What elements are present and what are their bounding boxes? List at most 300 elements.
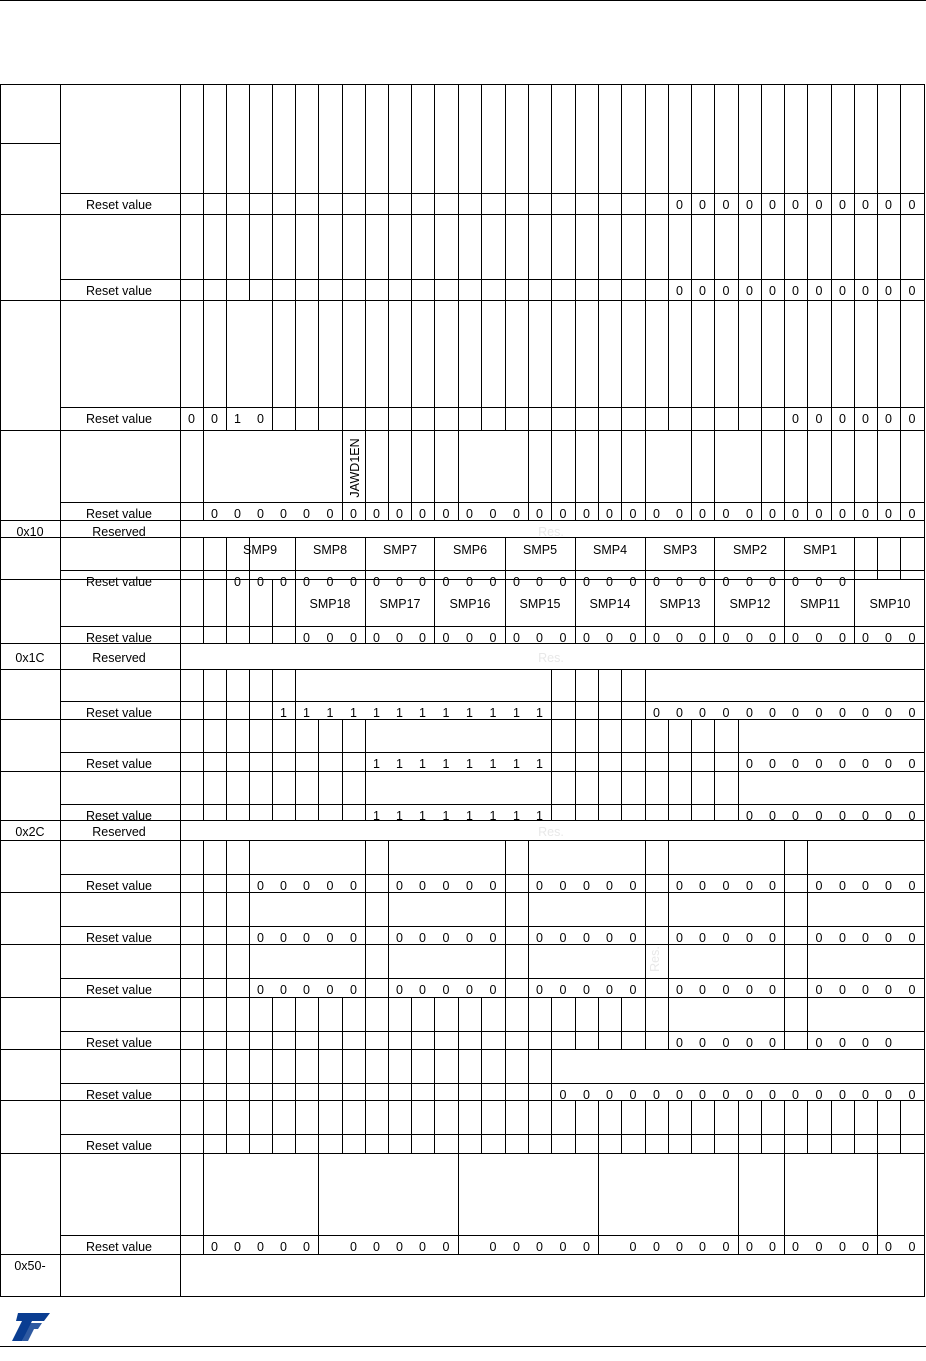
grid-line-v — [854, 430, 855, 521]
reset-bit-value: 0 — [722, 1036, 730, 1050]
reset-bit-value: 0 — [559, 983, 567, 997]
grid-line-h — [60, 1134, 925, 1135]
reset-bit-value: 0 — [769, 284, 776, 298]
reset-bit-value: 1 — [396, 757, 403, 771]
offset-0x10: 0x10 — [16, 525, 44, 539]
reset-bit-value: 0 — [583, 879, 590, 893]
reset-bit-value: 0 — [792, 412, 799, 426]
reset-bit-value: 0 — [746, 284, 753, 298]
grid-line-v — [831, 84, 832, 215]
reset-bit-value: 0 — [257, 879, 264, 893]
smp-field-label: SMP16 — [449, 597, 491, 611]
st-logo-icon — [8, 1311, 52, 1343]
reserved-label-0x1c: Reserved — [92, 651, 146, 665]
reset-bit-value: 0 — [629, 983, 637, 997]
grid-line-v — [249, 1100, 250, 1154]
reset-bit-value: 0 — [606, 631, 613, 645]
grid-line-h — [0, 669, 925, 670]
reset-bit-value: 0 — [908, 879, 916, 893]
grid-line-v — [761, 1100, 762, 1154]
reset-bit-value: 0 — [792, 757, 799, 771]
grid-line-h — [0, 300, 925, 301]
grid-line-v — [388, 214, 389, 301]
grid-line-v — [877, 1100, 878, 1154]
reset-bit-value: 0 — [653, 631, 660, 645]
grid-line-v — [598, 300, 599, 431]
grid-line-v — [434, 214, 435, 301]
reset-bit-value: 0 — [792, 198, 799, 212]
reset-bit-value: 0 — [350, 931, 357, 945]
reset-value-label: Reset value — [85, 575, 153, 589]
grid-line-h — [60, 626, 925, 627]
reset-bit-value: 0 — [373, 507, 380, 521]
grid-line-h — [60, 1083, 925, 1084]
grid-line-v — [272, 1100, 273, 1154]
grid-line-v — [295, 300, 296, 431]
grid-line-h — [60, 874, 925, 875]
reset-bit-value: 0 — [746, 757, 753, 771]
reset-bit-value: 0 — [769, 1036, 776, 1050]
reset-bit-value: 0 — [442, 1240, 450, 1254]
grid-line-v — [598, 214, 599, 301]
reset-bit-value: 0 — [815, 1036, 823, 1050]
grid-line-v — [226, 771, 227, 821]
reset-bit-value: 0 — [326, 507, 334, 521]
grid-line-v — [318, 214, 319, 301]
grid-line-v — [668, 214, 669, 301]
smp-field-label: SMP18 — [309, 597, 351, 611]
reset-bit-value: 0 — [396, 575, 403, 589]
grid-line-v — [505, 997, 506, 1050]
grid-line-v — [877, 537, 878, 580]
reset-value-label: Reset value — [85, 507, 153, 521]
grid-line-v — [272, 84, 273, 215]
grid-line-v — [458, 300, 459, 431]
reset-bit-value: 0 — [815, 631, 823, 645]
reset-bit-value: 0 — [815, 198, 823, 212]
grid-line-v — [226, 840, 227, 893]
reset-bit-value: 0 — [466, 983, 473, 997]
smp-field-label: SMP8 — [312, 543, 348, 557]
reset-bit-value: 0 — [606, 983, 613, 997]
grid-line-v — [180, 84, 181, 1297]
reset-bit-value: 0 — [769, 809, 776, 823]
reset-bit-value: 0 — [722, 284, 730, 298]
reset-bit-value: 1 — [373, 809, 380, 823]
grid-line-v — [900, 430, 901, 521]
grid-line-v — [621, 84, 622, 215]
smp-field-label: SMP3 — [662, 543, 698, 557]
reset-value-label: Reset value — [85, 879, 153, 893]
reset-bit-value: 0 — [839, 198, 846, 212]
grid-line-v — [528, 1049, 529, 1101]
grid-line-v — [388, 84, 389, 215]
grid-line-v — [203, 537, 204, 580]
grid-line-v — [598, 84, 599, 215]
reset-bit-value: 0 — [303, 879, 310, 893]
grid-line-v — [784, 997, 785, 1050]
reset-bit-value: 0 — [908, 1088, 916, 1102]
grid-line-v — [249, 997, 250, 1050]
reset-bit-value: 0 — [769, 507, 776, 521]
reset-bit-value: 1 — [536, 706, 543, 720]
reset-bit-value: 0 — [606, 507, 613, 521]
grid-line-v — [551, 1049, 552, 1101]
reset-bit-value: 0 — [815, 507, 823, 521]
reset-bit-value: 1 — [513, 757, 520, 771]
grid-line-v — [318, 300, 319, 431]
grid-line-v — [295, 719, 296, 772]
grid-line-v — [226, 537, 227, 580]
reset-bit-value: 0 — [862, 631, 869, 645]
reset-bit-value: 1 — [373, 706, 380, 720]
reset-bit-value: 0 — [559, 507, 567, 521]
grid-line-v — [388, 840, 389, 893]
reset-bit-value: 0 — [559, 931, 567, 945]
reset-bit-value: 0 — [885, 198, 892, 212]
grid-line-v — [761, 214, 762, 301]
grid-line-v — [854, 214, 855, 301]
grid-line-v — [203, 840, 204, 893]
reset-bit-value: 0 — [676, 507, 683, 521]
reset-bit-value: 0 — [769, 931, 776, 945]
reset-bit-value: 1 — [326, 706, 334, 720]
grid-line-v — [807, 214, 808, 301]
reset-bit-value: 0 — [699, 631, 706, 645]
grid-line-h — [0, 1296, 925, 1297]
grid-line-v — [807, 892, 808, 945]
reset-bit-value: 0 — [722, 983, 730, 997]
reset-bit-value: 0 — [908, 809, 916, 823]
reset-bit-value: 0 — [280, 1240, 287, 1254]
reset-bit-value: 0 — [466, 879, 473, 893]
reset-bit-value: 0 — [839, 507, 846, 521]
reset-bit-value: 0 — [583, 631, 590, 645]
reset-bit-value: 0 — [722, 706, 730, 720]
grid-line-v — [342, 84, 343, 215]
grid-line-v — [249, 84, 250, 215]
grid-line-v — [551, 997, 552, 1050]
reset-bit-value: 1 — [513, 809, 520, 823]
grid-line-v — [668, 719, 669, 772]
grid-line-v — [458, 1049, 459, 1101]
reset-bit-value: 0 — [746, 809, 753, 823]
smp-field-label: SMP17 — [379, 597, 421, 611]
grid-line-v — [668, 771, 669, 821]
reset-bit-value: 0 — [699, 983, 706, 997]
grid-line-v — [714, 719, 715, 772]
grid-line-v — [877, 1153, 878, 1255]
reset-bit-value: 0 — [862, 879, 869, 893]
grid-line-v — [481, 1100, 482, 1154]
grid-line-h — [60, 701, 925, 702]
grid-line-v — [528, 997, 529, 1050]
reset-bit-value: 0 — [303, 1240, 310, 1254]
grid-line-v — [575, 771, 576, 821]
reset-bit-value: 0 — [839, 575, 846, 589]
grid-line-v — [575, 1100, 576, 1154]
reset-bit-value: 0 — [885, 507, 892, 521]
reset-bit-value: 0 — [583, 575, 590, 589]
reset-bit-value: 1 — [373, 757, 380, 771]
reset-bit-value: 0 — [908, 1240, 916, 1254]
reset-bit-value: 0 — [769, 983, 776, 997]
grid-line-v — [458, 1153, 459, 1255]
reset-bit-value: 0 — [234, 1240, 241, 1254]
grid-line-v — [575, 997, 576, 1050]
grid-line-v — [365, 300, 366, 431]
grid-line-v — [226, 214, 227, 301]
grid-line-v — [411, 300, 412, 431]
grid-line-h — [60, 978, 925, 979]
reset-bit-value: 0 — [280, 575, 287, 589]
reset-bit-value: 0 — [442, 879, 450, 893]
grid-line-v — [249, 892, 250, 945]
reset-bit-value: 0 — [419, 575, 426, 589]
reset-bit-value: 0 — [326, 931, 334, 945]
grid-line-v — [738, 84, 739, 215]
grid-line-v — [458, 84, 459, 215]
grid-line-v — [272, 1049, 273, 1101]
reset-bit-value: 0 — [350, 1240, 357, 1254]
reset-bit-value: 0 — [257, 575, 264, 589]
reset-bit-value: 0 — [815, 706, 823, 720]
grid-line-v — [365, 579, 366, 644]
reset-bit-value: 0 — [559, 631, 567, 645]
grid-line-v — [668, 997, 669, 1050]
grid-line-v — [365, 84, 366, 215]
grid-line-v — [714, 537, 715, 580]
reset-bit-value: 0 — [257, 931, 264, 945]
grid-line-v — [854, 537, 855, 580]
reset-bit-value: 0 — [885, 757, 892, 771]
reset-bit-value: 1 — [442, 706, 450, 720]
reset-bit-value: 0 — [792, 1240, 799, 1254]
reset-bit-value: 0 — [606, 1088, 613, 1102]
grid-line-v — [831, 1100, 832, 1154]
grid-line-v — [784, 944, 785, 998]
offset-0x50: 0x50- — [14, 1259, 46, 1273]
grid-line-v — [458, 430, 459, 521]
reset-bit-value: 0 — [746, 983, 753, 997]
grid-line-v — [924, 84, 925, 1297]
grid-line-v — [481, 214, 482, 301]
grid-line-v — [761, 300, 762, 431]
reset-bit-value: 0 — [885, 412, 892, 426]
grid-line-v — [318, 1153, 319, 1255]
reset-bit-value: 1 — [280, 706, 287, 720]
grid-line-v — [249, 1049, 250, 1101]
reset-bit-value: 0 — [396, 931, 403, 945]
reset-value-label: Reset value — [85, 931, 153, 945]
grid-line-v — [388, 300, 389, 431]
reset-bit-value: 0 — [699, 1036, 706, 1050]
reset-bit-value: 0 — [559, 1088, 567, 1102]
grid-line-v — [598, 997, 599, 1050]
grid-line-v — [226, 997, 227, 1050]
grid-line-v — [575, 84, 576, 215]
grid-line-v — [714, 1100, 715, 1154]
grid-line-v — [295, 1049, 296, 1101]
grid-line-v — [272, 997, 273, 1050]
reset-bit-value: 0 — [908, 757, 916, 771]
reset-bit-value: 1 — [419, 809, 426, 823]
grid-line-v — [551, 430, 552, 521]
grid-line-v — [342, 214, 343, 301]
grid-line-v — [854, 84, 855, 215]
reset-bit-value: 0 — [792, 809, 799, 823]
grid-line-h — [60, 502, 925, 503]
reset-bit-value: 1 — [466, 809, 473, 823]
reset-bit-value: 0 — [583, 507, 590, 521]
reset-bit-value: 0 — [350, 983, 357, 997]
reset-bit-value: 0 — [419, 1240, 426, 1254]
reset-bit-value: 0 — [908, 284, 916, 298]
reset-bit-value: 0 — [396, 631, 403, 645]
reset-bit-value: 0 — [815, 575, 823, 589]
reset-bit-value: 0 — [536, 631, 543, 645]
reset-bit-value: 0 — [489, 879, 497, 893]
grid-line-v — [295, 214, 296, 301]
reset-bit-value: 0 — [839, 1240, 846, 1254]
grid-line-h — [60, 926, 925, 927]
reset-bit-value: 0 — [442, 507, 450, 521]
reset-bit-value: 0 — [862, 931, 869, 945]
grid-line-v — [505, 300, 506, 431]
reset-bit-value: 0 — [373, 631, 380, 645]
reset-bit-value: 0 — [676, 198, 683, 212]
grid-line-h — [0, 1153, 925, 1154]
reset-bit-value: 1 — [536, 757, 543, 771]
register-map-table — [0, 84, 926, 1297]
reset-bit-value: 0 — [769, 631, 776, 645]
reset-bit-value: 0 — [466, 931, 473, 945]
page-top-rule — [0, 0, 926, 1]
reset-bit-value: 0 — [676, 284, 683, 298]
grid-line-v — [738, 1100, 739, 1154]
reset-bit-value: 0 — [885, 1088, 892, 1102]
reset-bit-value: 0 — [862, 983, 869, 997]
grid-line-v — [411, 214, 412, 301]
reset-bit-value: 0 — [350, 507, 357, 521]
grid-line-v — [528, 430, 529, 521]
reset-bit-value: 0 — [629, 507, 637, 521]
reset-bit-value: 0 — [908, 931, 916, 945]
grid-line-v — [621, 430, 622, 521]
reset-bit-value: 0 — [676, 983, 683, 997]
reset-bit-value: 0 — [815, 931, 823, 945]
reset-bit-value: 0 — [699, 706, 706, 720]
grid-line-h — [60, 752, 925, 753]
grid-line-v — [738, 1153, 739, 1255]
reset-bit-value: 0 — [676, 1036, 683, 1050]
grid-line-v — [807, 430, 808, 521]
reset-bit-value: 0 — [419, 507, 426, 521]
reset-bit-value: 0 — [396, 879, 403, 893]
grid-line-v — [505, 537, 506, 580]
reset-bit-value: 0 — [280, 983, 287, 997]
reset-bit-value: 0 — [536, 575, 543, 589]
reset-bit-value: 0 — [839, 1088, 846, 1102]
grid-line-v — [877, 300, 878, 431]
reset-bit-value: 0 — [676, 706, 683, 720]
reset-bit-value: 0 — [769, 1088, 776, 1102]
grid-line-v — [0, 84, 1, 1297]
reset-bit-value: 0 — [769, 1240, 776, 1254]
reset-bit-value: 0 — [746, 631, 753, 645]
reset-bit-value: 0 — [489, 507, 497, 521]
grid-line-v — [60, 84, 61, 1297]
smp-field-label: SMP14 — [589, 597, 631, 611]
reset-bit-value: 0 — [839, 706, 846, 720]
reset-bit-value: 0 — [676, 1088, 683, 1102]
grid-line-v — [691, 214, 692, 301]
reset-bit-value: 0 — [862, 1240, 869, 1254]
grid-line-v — [226, 1049, 227, 1101]
reset-bit-value: 1 — [489, 706, 497, 720]
grid-line-v — [551, 84, 552, 215]
grid-line-v — [877, 430, 878, 521]
grid-line-v — [691, 719, 692, 772]
reset-value-label: Reset value — [85, 1088, 153, 1102]
reset-bit-value: 0 — [280, 879, 287, 893]
grid-line-v — [481, 84, 482, 215]
reset-bit-value: 0 — [442, 931, 450, 945]
grid-line-v — [249, 719, 250, 772]
reset-bit-value: 0 — [676, 1240, 683, 1254]
reset-bit-value: 1 — [513, 706, 520, 720]
grid-line-v — [203, 771, 204, 821]
reset-bit-value: 0 — [699, 879, 706, 893]
grid-line-v — [505, 840, 506, 893]
reset-bit-value: 0 — [442, 983, 450, 997]
grid-line-v — [203, 1100, 204, 1154]
reset-bit-value: 0 — [583, 931, 590, 945]
reset-bit-value: 0 — [513, 575, 520, 589]
grid-line-v — [900, 300, 901, 431]
grid-line-v — [645, 669, 646, 720]
offset-0x1c: 0x1C — [15, 651, 45, 665]
reset-bit-value: 0 — [885, 809, 892, 823]
reset-bit-value: 0 — [211, 412, 218, 426]
reset-bit-value: 0 — [489, 631, 497, 645]
reset-bit-value: 0 — [885, 931, 892, 945]
grid-line-v — [249, 579, 250, 644]
reset-bit-value: 0 — [908, 983, 916, 997]
reset-bit-value: 0 — [839, 1036, 846, 1050]
reset-bit-value: 0 — [862, 507, 869, 521]
reset-bit-value: 0 — [489, 1240, 497, 1254]
reset-bit-value: 0 — [653, 575, 660, 589]
reset-bit-value: 0 — [885, 879, 892, 893]
grid-line-v — [295, 537, 296, 580]
reset-bit-value: 0 — [303, 931, 310, 945]
grid-line-v — [738, 300, 739, 431]
grid-line-v — [668, 892, 669, 945]
reset-bit-value: 0 — [513, 1240, 520, 1254]
reset-value-label: Reset value — [85, 284, 153, 298]
smp-field-label: SMP11 — [799, 597, 841, 611]
grid-line-v — [365, 1049, 366, 1101]
reset-bit-value: 0 — [815, 1240, 823, 1254]
reset-bit-value: 1 — [396, 706, 403, 720]
grid-line-v — [528, 214, 529, 301]
grid-line-v — [203, 300, 204, 431]
grid-line-v — [528, 300, 529, 431]
reset-bit-value: 0 — [722, 507, 730, 521]
grid-line-v — [295, 579, 296, 644]
grid-line-v — [505, 214, 506, 301]
